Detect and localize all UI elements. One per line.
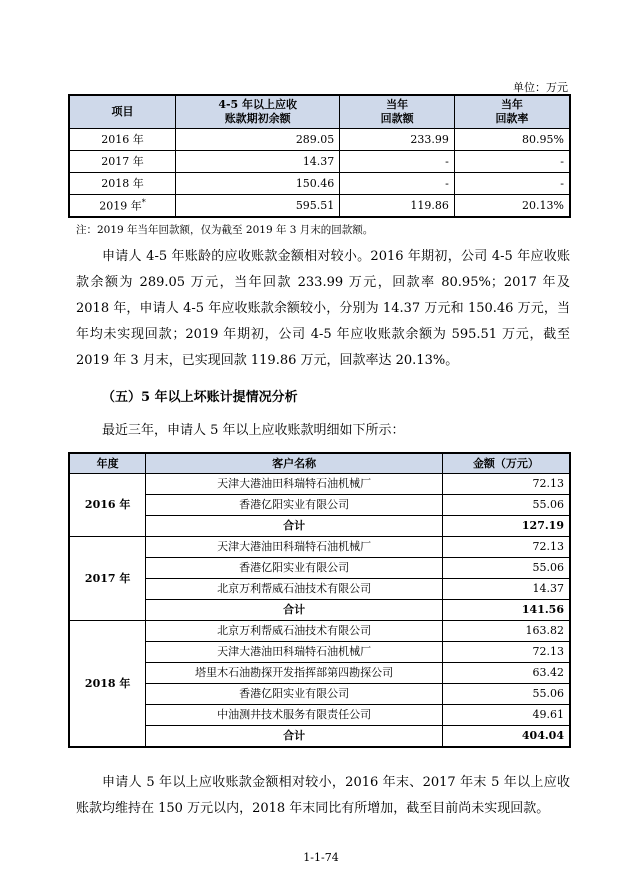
opening-balance-cell: 150.46 <box>176 173 340 195</box>
amount-cell: 63.42 <box>442 663 570 684</box>
amount-cell: 163.82 <box>442 621 570 642</box>
row-label: 2016 年 <box>69 129 176 151</box>
table-row <box>69 129 570 151</box>
total-label: 合计 <box>146 726 443 748</box>
collected-cell: - <box>340 173 455 195</box>
year-cell: 2017 年 <box>69 537 146 621</box>
row-label-text: 2019 年 <box>99 199 142 213</box>
rate-cell: 80.95% <box>454 129 570 151</box>
year-cell: 2016 年 <box>69 474 146 537</box>
customer-cell: 天津大港油田科瑞特石油机械厂 <box>146 537 443 558</box>
collected-cell: - <box>340 151 455 173</box>
header-item: 项目 <box>69 95 176 129</box>
customer-cell: 天津大港油田科瑞特石油机械厂 <box>146 642 443 663</box>
customer-cell: 北京万利帮威石油技术有限公司 <box>146 621 443 642</box>
row-label: 2017 年 <box>69 151 176 173</box>
amount-cell: 49.61 <box>442 705 570 726</box>
header-year: 年度 <box>69 453 146 474</box>
rate-cell: - <box>454 151 570 173</box>
receivables-4-5-year-table <box>68 94 571 218</box>
opening-balance-cell: 14.37 <box>176 151 340 173</box>
total-amount: 127.19 <box>442 516 570 537</box>
customer-cell: 北京万利帮威石油技术有限公司 <box>146 579 443 600</box>
header-opening-balance: 4-5 年以上应收 账款期初余额 <box>176 95 340 129</box>
collected-cell: 119.86 <box>340 195 455 218</box>
amount-cell: 55.06 <box>442 558 570 579</box>
receivables-5-year-table <box>68 452 571 748</box>
amount-cell: 55.06 <box>442 684 570 705</box>
table-row <box>69 173 570 195</box>
header-customer: 客户名称 <box>146 453 443 474</box>
customer-cell: 香港亿阳实业有限公司 <box>146 558 443 579</box>
header-collection-rate: 当年 回款率 <box>454 95 570 129</box>
amount-cell: 55.06 <box>442 495 570 516</box>
table-row <box>69 621 570 642</box>
row-label: 2018 年 <box>69 173 176 195</box>
unit-label: 单位：万元 <box>513 81 568 94</box>
total-amount: 141.56 <box>442 600 570 621</box>
customer-cell: 香港亿阳实业有限公司 <box>146 495 443 516</box>
year-cell: 2018 年 <box>69 621 146 748</box>
paragraph-5-year-conclusion: 申请人 5 年以上应收账款金额相对较小，2016 年末、2017 年末 5 年以上应收账款均维持在 150 万元以内，2018 年末同比有所增加，截至目前尚未实现回款。 <box>76 775 570 816</box>
customer-cell: 中油测井技术服务有限责任公司 <box>146 705 443 726</box>
table-row <box>69 151 570 173</box>
amount-cell: 72.13 <box>442 474 570 495</box>
amount-cell: 14.37 <box>442 579 570 600</box>
header-amount: 金额（万元） <box>442 453 570 474</box>
paragraph-intro-5-year: 最近三年，申请人 5 年以上应收账款明细如下所示： <box>102 423 405 438</box>
table-row <box>69 195 570 218</box>
total-amount: 404.04 <box>442 726 570 748</box>
section-heading: （五）5 年以上坏账计提情况分析 <box>102 390 298 405</box>
customer-cell: 香港亿阳实业有限公司 <box>146 684 443 705</box>
paragraph-4-5-year-analysis: 申请人 4-5 年账龄的应收账款金额相对较小。2016 年期初，公司 4-5 年应收账款余额为 289.05 万元，当年回款 233.99 万元，回款率 80.95%；2017 年及 2018 年，申请人 4-5 年应收账款余额较小，分别为 14.37 万元和 150.46 万元，当年均未实现回款；2019 年期初，公司 4-5 年应收账款余额为 595.51 万元，截至 2019 年 3 月末，已实现回款 119.86 万元，回款率达 20.13%。 <box>76 249 570 368</box>
total-label: 合计 <box>146 516 443 537</box>
table-row <box>69 537 570 558</box>
table-row <box>69 474 570 495</box>
amount-cell: 72.13 <box>442 642 570 663</box>
header-collected: 当年 回款额 <box>340 95 455 129</box>
rate-cell: 20.13% <box>454 195 570 218</box>
customer-cell: 塔里木石油勘探开发指挥部第四勘探公司 <box>146 663 443 684</box>
table-note: 注：2019 年当年回款额，仅为截至 2019 年 3 月末的回款额。 <box>76 224 374 236</box>
footnote-mark: * <box>141 197 146 207</box>
amount-cell: 72.13 <box>442 537 570 558</box>
total-label: 合计 <box>146 600 443 621</box>
table-header-row <box>69 95 570 129</box>
customer-cell: 天津大港油田科瑞特石油机械厂 <box>146 474 443 495</box>
opening-balance-cell: 595.51 <box>176 195 340 218</box>
rate-cell: - <box>454 173 570 195</box>
page-number: 1-1-74 <box>303 851 339 864</box>
row-label <box>69 195 176 218</box>
collected-cell: 233.99 <box>340 129 455 151</box>
table-header-row <box>69 453 570 474</box>
opening-balance-cell: 289.05 <box>176 129 340 151</box>
